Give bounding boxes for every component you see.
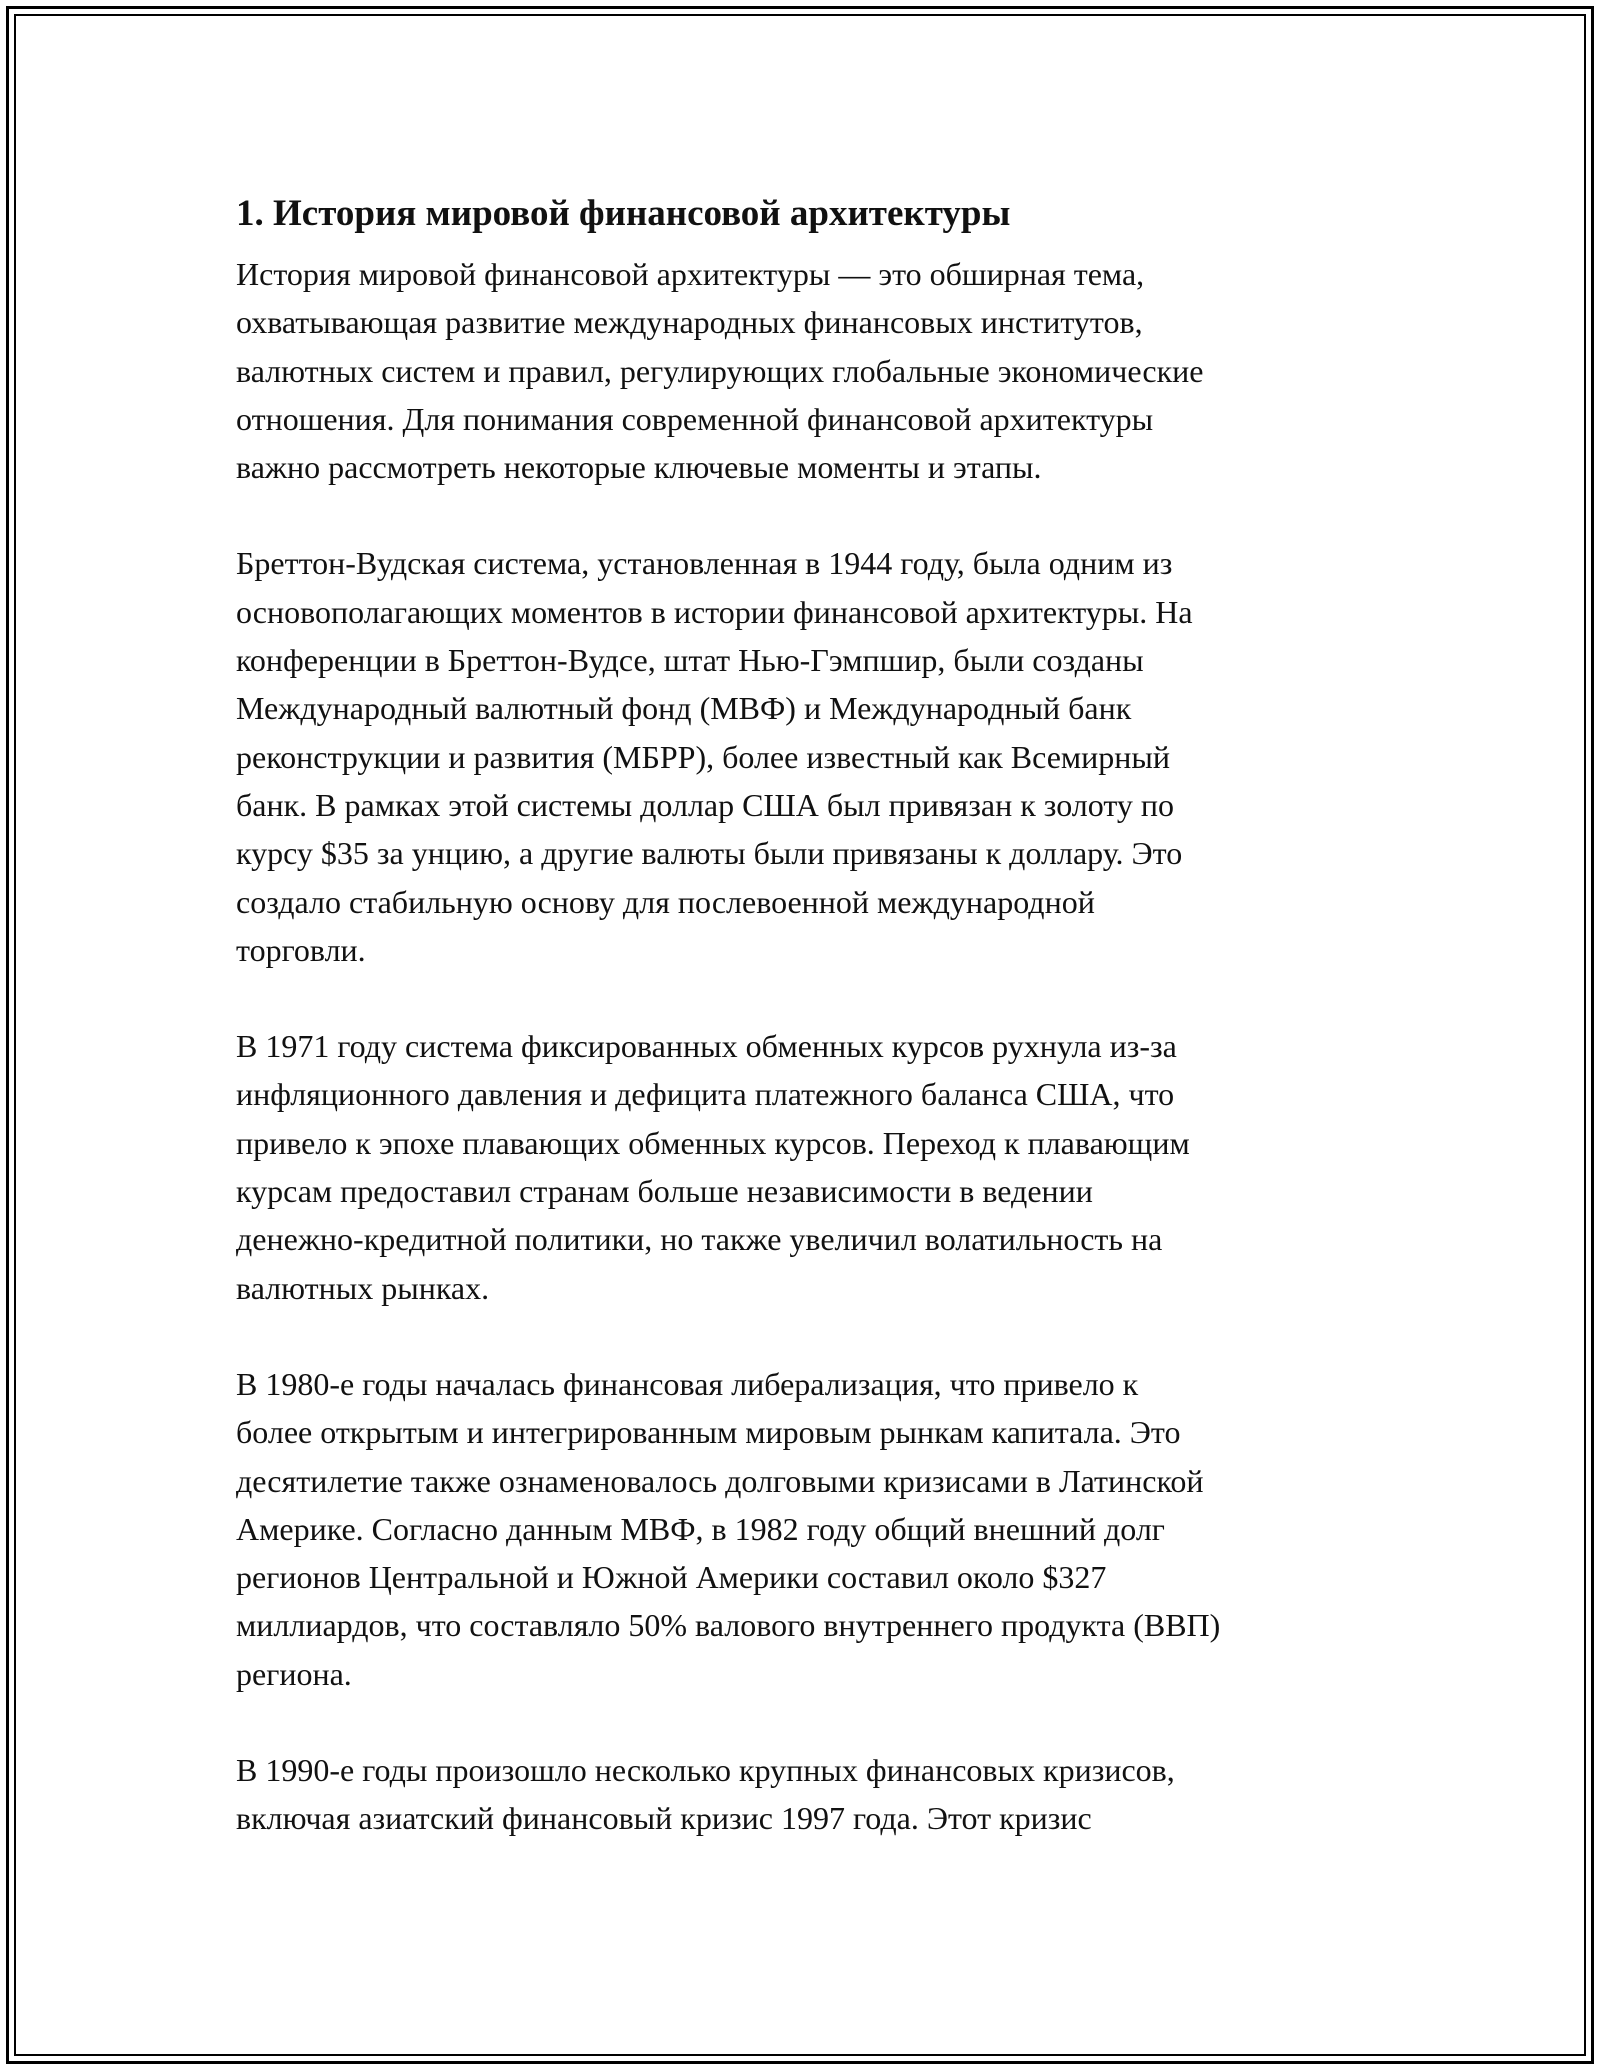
paragraph-line: миллиардов, что составляло 50% валового внутреннего продукта (ВВП) (236, 1607, 1221, 1644)
paragraph-line: создало стабильную основу для послевоенной международной (236, 883, 1095, 920)
paragraph-line: десятилетие также ознаменовалось долговыми кризисами в Латинской (236, 1462, 1204, 1499)
paragraph-line: привело к эпохе плавающих обменных курсов. Переход к плавающим (236, 1124, 1190, 1161)
paragraph-line: История мировой финансовой архитектуры — это обширная тема, (236, 256, 1145, 292)
paragraph-line: отношения. Для понимания современной финансовой архитектуры (236, 400, 1154, 437)
paragraph-line: курсам предоставил странам больше независимости в ведении (236, 1173, 1093, 1210)
paragraph (236, 1746, 1376, 1843)
paragraph-line: денежно-кредитной политики, но также увеличил волатильность на (236, 1221, 1163, 1258)
paragraph-line: В 1971 году система фиксированных обменных курсов рухнула из-за (236, 1028, 1177, 1065)
paragraph-line: торговли. (236, 931, 366, 968)
paragraph-list (236, 250, 1376, 1843)
paragraph-line: охватывающая развитие международных финансовых институтов, (236, 304, 1143, 341)
paragraph-line: важно рассмотреть некоторые ключевые моменты и этапы. (236, 449, 1042, 486)
paragraph-line: более открытым и интегрированным мировым рынкам капитала. Это (236, 1414, 1181, 1451)
paragraph-line: конференции в Бреттон-Вудсе, штат Нью-Гэмпшир, были созданы (236, 642, 1144, 679)
paragraph-line: В 1990-е годы произошло несколько крупных финансовых кризисов, (236, 1752, 1175, 1789)
paragraph-line: реконструкции и развития (МБРР), более известный как Всемирный (236, 738, 1171, 775)
paragraph (236, 539, 1376, 974)
paragraph-line: включая азиатский финансовый кризис 1997 года. Этот кризис (236, 1800, 1092, 1837)
paragraph-line: курсу $35 за унцию, а другие валюты были привязаны к доллару. Это (236, 835, 1183, 872)
paragraph-line: валютных рынках. (236, 1269, 490, 1306)
paragraph-line: валютных систем и правил, регулирующих глобальные экономические (236, 352, 1204, 389)
paragraph (236, 1360, 1376, 1698)
paragraph-line: основополагающих моментов в истории финансовой архитектуры. На (236, 593, 1193, 630)
section-heading: 1. История мировой финансовой архитектуры (236, 193, 1011, 234)
paragraph-line: Америке. Согласно данным МВФ, в 1982 году общий внешний долг (236, 1510, 1165, 1547)
paragraph-line: Международный валютный фонд (МВФ) и Международный банк (236, 690, 1132, 727)
paragraph-line: банк. В рамках этой системы доллар США был привязан к золоту по (236, 786, 1175, 823)
paragraph (236, 250, 1376, 491)
paragraph-line: Бреттон-Вудская система, установленная в 1944 году, была одним из (236, 545, 1173, 582)
paragraph-line: инфляционного давления и дефицита платежного баланса США, что (236, 1076, 1175, 1113)
document-body (236, 184, 1376, 1891)
paragraph-line: региона. (236, 1655, 352, 1692)
paragraph (236, 1022, 1376, 1312)
paragraph-line: В 1980-е годы началась финансовая либерализация, что привело к (236, 1365, 1139, 1402)
paragraph-line: регионов Центральной и Южной Америки составил около $327 (236, 1559, 1107, 1596)
